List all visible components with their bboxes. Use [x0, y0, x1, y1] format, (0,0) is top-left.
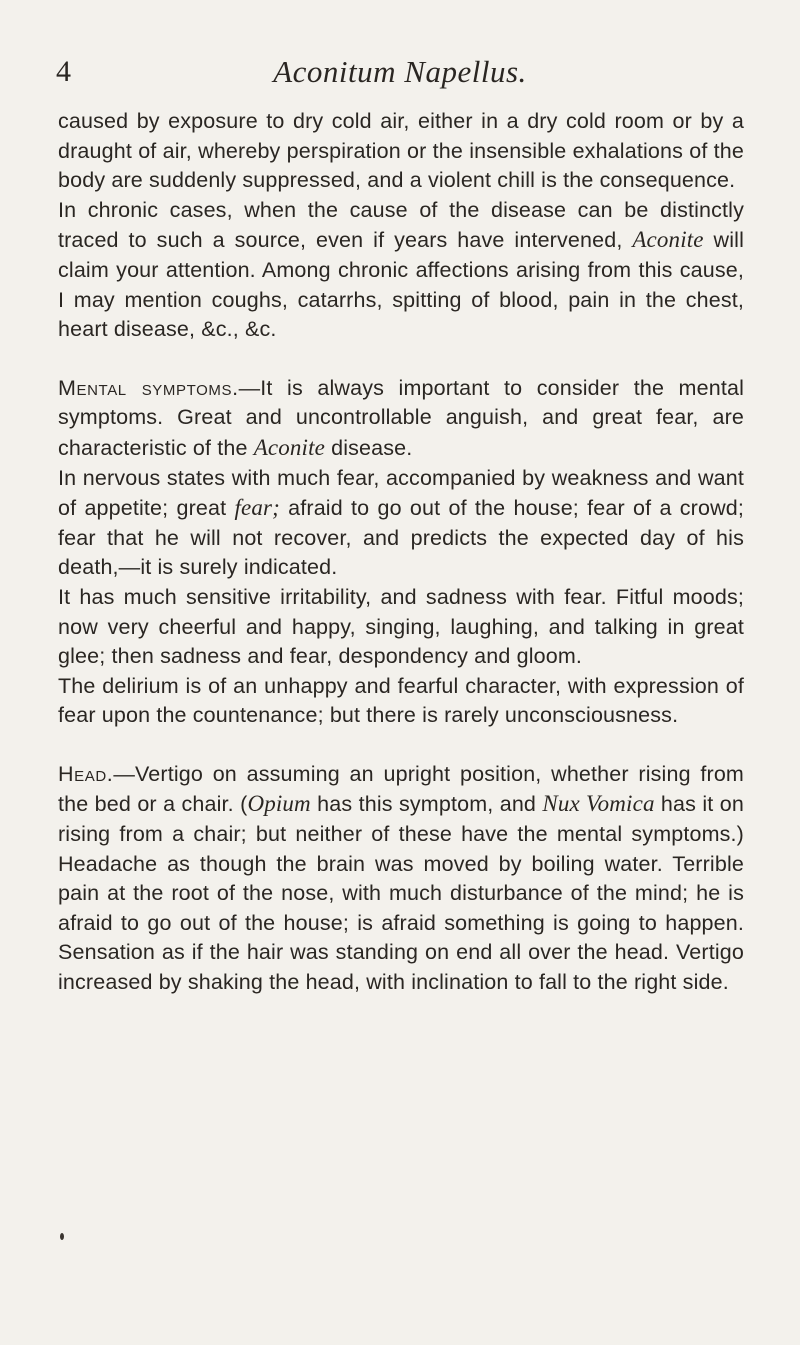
paragraph-head	[58, 760, 744, 998]
paragraph-text: The delirium is of an unhappy and fearful character, with expression of fear upon the countenance; but there is rarely unconsciousness.	[58, 673, 744, 728]
paragraph-text: It has much sensitive irritability, and sadness with fear. Fitful moods; now very cheerful and happy, singing, laughing, and talking in great glee; then sadness and fear, despondency and gloom.	[58, 584, 744, 669]
paragraph-continued	[58, 107, 744, 196]
remedy-name-opium: Opium	[247, 791, 311, 817]
ink-speck	[60, 1233, 64, 1240]
page-number: 4	[56, 55, 71, 88]
section-heading-mental-symptoms: Mental symptoms.	[58, 375, 239, 400]
paragraph-text: —It is always important to consider the mental symptoms. Great and uncontrollable anguish, and great fear, are characteristic of the	[58, 375, 744, 460]
paragraph-irritability	[58, 583, 744, 672]
paragraph-text: In chronic cases, when the cause of the disease can be distinctly traced to such a source, even if years have intervened,	[58, 197, 744, 253]
page-title: Aconitum Napellus.	[273, 54, 527, 89]
paragraph-delirium	[58, 672, 744, 731]
remedy-name-nux-vomica: Nux Vomica	[542, 791, 655, 817]
paragraph-text: will claim your attention. Among chronic affections arising from this cause, I may mention coughs, catarrhs, spitting of blood, pain in the chest, heart disease, &c., &c.	[58, 228, 744, 342]
emphasis-fear: fear;	[234, 495, 280, 521]
paragraph-text: has it on rising from a chair; but neither of these have the mental symptoms.) Headache as though the brain was moved by boiling water. Terrible pain at the root of the nose, with much disturbance of the mind; he is afraid to go out of the house; is afraid something is going to happen. Sensation as if the hair was standing on end all over the head. Vertigo increased by shaking the head, with inclination to fall to the right side.	[58, 792, 744, 995]
paragraph-chronic-cases	[58, 196, 744, 345]
remedy-name: Aconite	[253, 434, 325, 460]
paragraph-text: afraid to go out of the house; fear of a crowd; fear that he will not recover, and predicts the expected day of his death,—it is surely indicated.	[58, 496, 744, 580]
running-head	[0, 52, 800, 98]
remedy-name: Aconite	[632, 227, 704, 253]
paragraph-text: disease.	[324, 435, 413, 460]
paragraph-text: —Vertigo on assuming an upright position, whether rising from the bed or a chair. (	[58, 761, 744, 817]
paragraph-text: has this symptom, and	[310, 792, 543, 817]
paragraph-nervous-states	[58, 464, 744, 583]
paragraph-text: In nervous states with much fear, accompanied by weakness and want of appetite; great	[58, 465, 744, 521]
section-heading-head: Head.	[58, 761, 114, 786]
paragraph-text: caused by exposure to dry cold air, either in a dry cold room or by a draught of air, whereby perspiration or the insensible exhalations of the body are suddenly suppressed, and a violent chill is the consequence.	[58, 109, 744, 193]
body-text	[58, 107, 744, 998]
paragraph-mental-symptoms	[58, 374, 744, 464]
